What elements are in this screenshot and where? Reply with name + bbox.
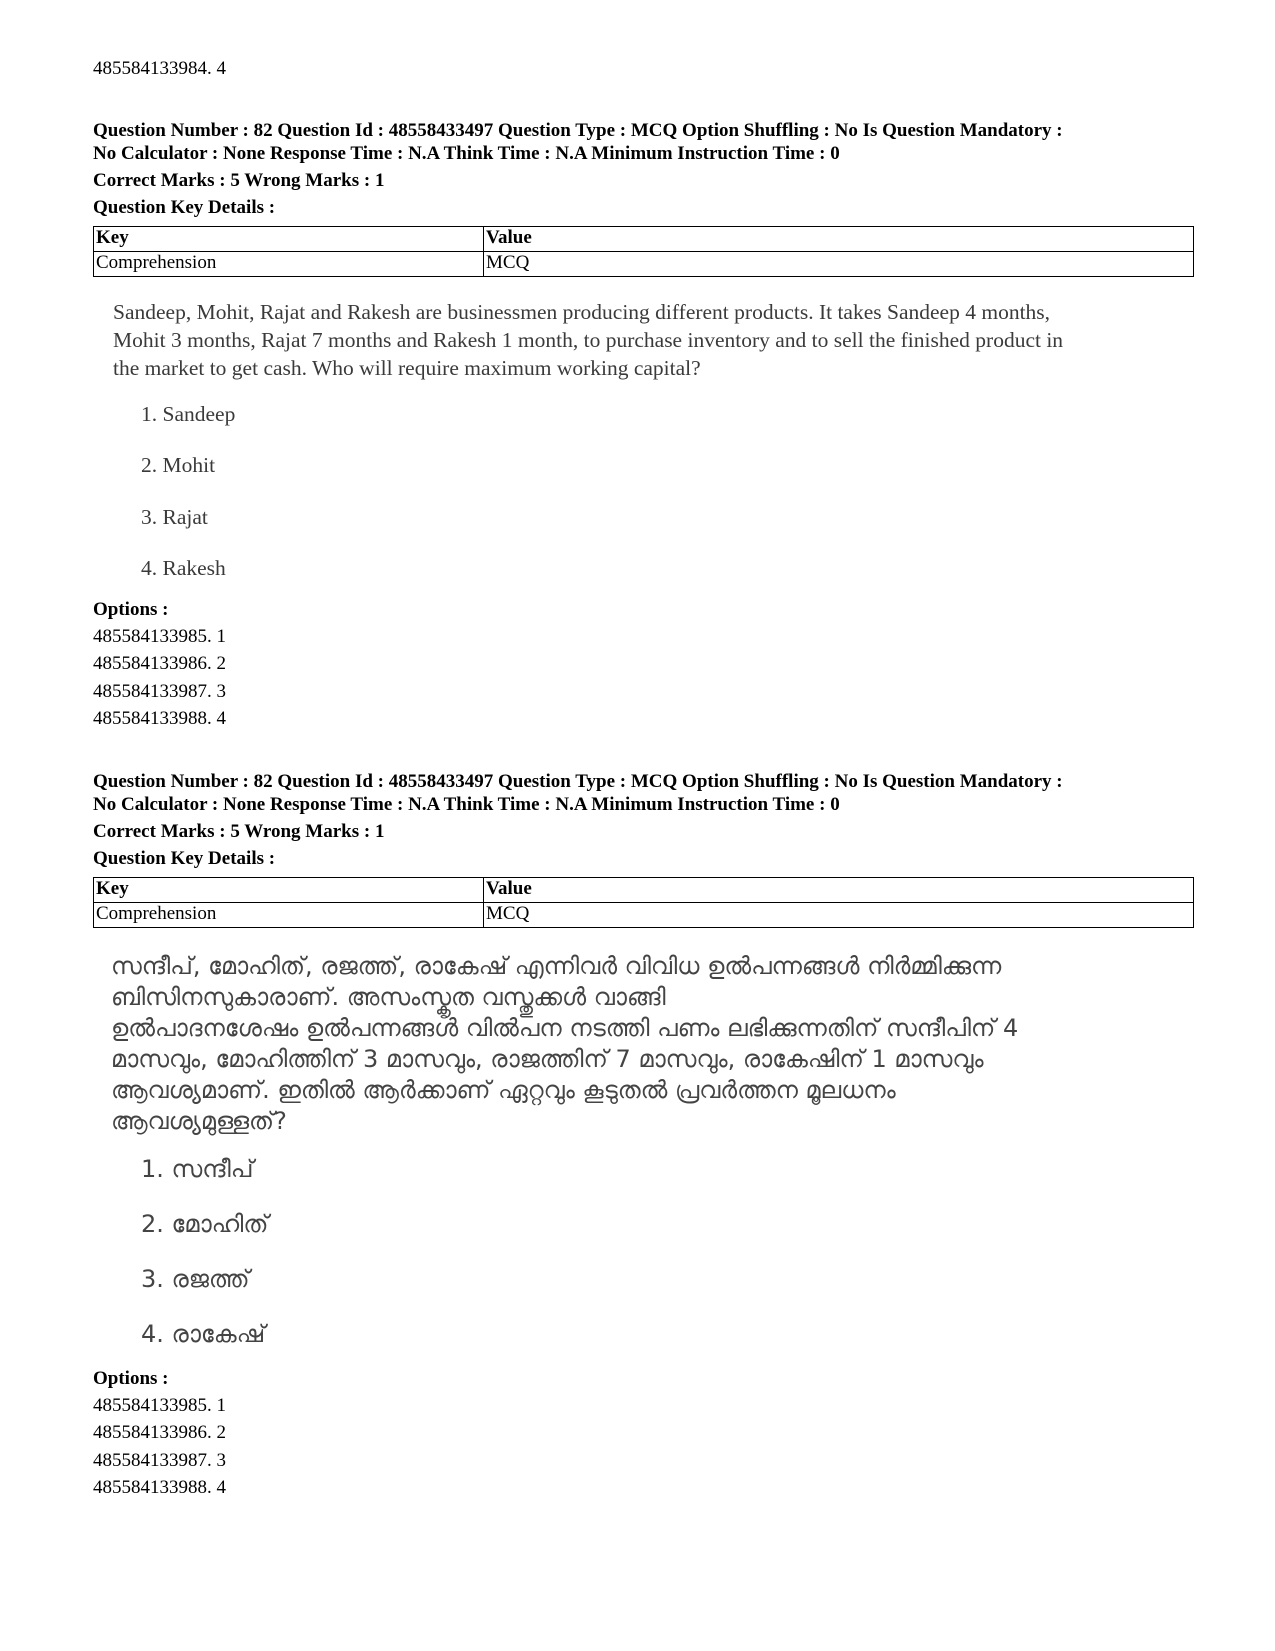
question-text-line: ആവശ്യമുള്ളത്? (111, 1107, 287, 1135)
question-text-line: Sandeep, Mohit, Rajat and Rakesh are businessmen producing different products. It takes Sandeep 4 months, (113, 300, 1051, 324)
previous-option-line: 485584133984. 4 (93, 58, 226, 79)
question-header-line1: Question Number : 82 Question Id : 48558433497 Question Type : MCQ Option Shuffling : No Is Question Mandatory : (93, 771, 1063, 792)
option-id-line: 485584133986. 2 (93, 653, 226, 674)
choice-1: 1. സന്ദീപ് (141, 1155, 254, 1183)
key-details-label: Question Key Details : (93, 848, 276, 869)
choice-4: 4. രാകേഷ് (141, 1320, 266, 1348)
table-header-value: Value (484, 878, 1194, 903)
question-text-malayalam (111, 951, 1201, 1137)
table-header-row (94, 227, 1194, 252)
options-label: Options : (93, 599, 169, 620)
table-cell-value: MCQ (484, 252, 1194, 277)
option-id-line: 485584133987. 3 (93, 681, 226, 702)
question-text-line: Mohit 3 months, Rajat 7 months and Rakesh 1 month, to purchase inventory and to sell the finished product in (113, 328, 1064, 352)
option-id-line: 485584133988. 4 (93, 1477, 226, 1498)
choice-1: 1. Sandeep (141, 402, 236, 426)
option-id-line: 485584133985. 1 (93, 626, 226, 647)
choice-3: 3. രജത്ത് (141, 1265, 250, 1293)
choice-2: 2. മോഹിത് (141, 1210, 269, 1238)
table-cell-key: Comprehension (94, 252, 484, 277)
marks-line: Correct Marks : 5 Wrong Marks : 1 (93, 821, 385, 842)
table-cell-value: MCQ (484, 903, 1194, 928)
question-text-line: ബിസിനസുകാരാണ്. അസംസ്കൃത വസ്തുക്കൾ വാങ്ങി (111, 983, 666, 1011)
question-text-line: the market to get cash. Who will require maximum working capital? (113, 356, 701, 380)
marks-line: Correct Marks : 5 Wrong Marks : 1 (93, 170, 385, 191)
question-header-line1: Question Number : 82 Question Id : 48558433497 Question Type : MCQ Option Shuffling : No Is Question Mandatory : (93, 120, 1063, 141)
table-header-key: Key (94, 227, 484, 252)
table-cell-key: Comprehension (94, 903, 484, 928)
table-header-value: Value (484, 227, 1194, 252)
key-details-label: Question Key Details : (93, 197, 276, 218)
option-id-line: 485584133986. 2 (93, 1422, 226, 1443)
option-id-line: 485584133987. 3 (93, 1450, 226, 1471)
table-header-row (94, 878, 1194, 903)
choice-3: 3. Rajat (141, 505, 208, 529)
options-label: Options : (93, 1368, 169, 1389)
table-row (94, 252, 1194, 277)
key-value-table (93, 877, 1194, 928)
option-id-line: 485584133988. 4 (93, 708, 226, 729)
choice-2: 2. Mohit (141, 453, 216, 477)
question-header-line2: No Calculator : None Response Time : N.A Think Time : N.A Minimum Instruction Time : 0 (93, 794, 840, 815)
question-text-line: സന്ദീപ്, മോഹിത്, രജത്ത്, രാകേഷ് എന്നിവർ വിവിധ ഉൽപന്നങ്ങൾ നിർമ്മിക്കുന്ന (111, 952, 1002, 980)
choice-4: 4. Rakesh (141, 556, 226, 580)
question-text-line: ആവശ്യമാണ്. ഇതിൽ ആർക്കാണ് ഏറ്റവും കൂടുതൽ പ്രവർത്തന മൂലധനം (111, 1076, 896, 1104)
question-header-line2: No Calculator : None Response Time : N.A Think Time : N.A Minimum Instruction Time : 0 (93, 143, 840, 164)
table-row (94, 903, 1194, 928)
question-text (113, 298, 1183, 382)
question-text-line: ഉൽപാദനശേഷം ഉൽപന്നങ്ങൾ വിൽപന നടത്തി പണം ലഭിക്കുന്നതിന് സന്ദീപിന് 4 (111, 1014, 1019, 1042)
option-id-line: 485584133985. 1 (93, 1395, 226, 1416)
question-text-line: മാസവും, മോഹിത്തിന് 3 മാസവും, രാജത്തിന് 7 മാസവും, രാകേഷിന് 1 മാസവും (111, 1045, 984, 1073)
key-value-table (93, 226, 1194, 277)
table-header-key: Key (94, 878, 484, 903)
